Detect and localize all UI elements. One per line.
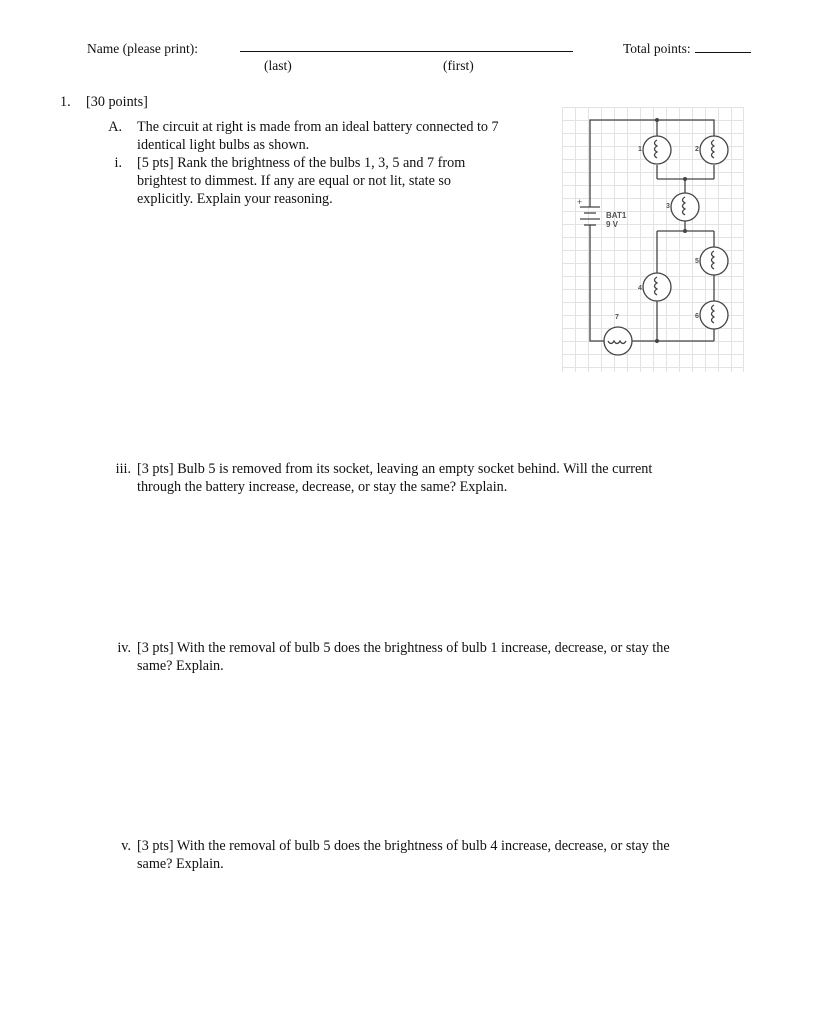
total-points-line[interactable] — [695, 52, 751, 53]
part-i-marker: i. — [114, 155, 122, 171]
part-v-line-2: same? Explain. — [137, 856, 224, 872]
bulb-1-label: 1 — [638, 146, 642, 153]
part-a-marker: A. — [108, 119, 122, 135]
bulb-2 — [700, 136, 728, 164]
bulb-7-label: 7 — [615, 314, 619, 321]
bulb-5-label: 5 — [695, 258, 699, 265]
part-v-marker: v. — [121, 838, 131, 854]
part-v-line-1: [3 pts] With the removal of bulb 5 does the brightness of bulb 4 increase, decrease, or stay the — [137, 838, 670, 854]
bulb-3 — [671, 193, 699, 221]
battery-voltage: 9 V — [606, 220, 619, 229]
battery-name: BAT1 — [606, 211, 627, 220]
name-label: Name (please print): — [87, 41, 198, 56]
part-i-line-3: explicitly. Explain your reasoning. — [137, 191, 333, 207]
bulb-4-label: 4 — [638, 285, 642, 292]
part-iv-marker: iv. — [117, 640, 131, 656]
part-a-line-1: The circuit at right is made from an ideal battery connected to 7 — [137, 119, 499, 135]
last-name-label: (last) — [264, 58, 292, 73]
battery-plus: + — [577, 197, 583, 207]
part-i-line-2: brightest to dimmest. If any are equal or not lit, state so — [137, 173, 452, 189]
bulb-3-label: 3 — [666, 203, 670, 210]
first-name-label: (first) — [443, 58, 474, 73]
circuit-diagram — [562, 107, 744, 372]
bulb-7 — [604, 327, 632, 355]
part-iii-line-2: through the battery increase, decrease, or stay the same? Explain. — [137, 479, 508, 495]
total-points-label: Total points: — [623, 41, 691, 56]
bulb-6 — [700, 301, 728, 329]
bulb-4 — [643, 273, 671, 301]
part-iv-line-2: same? Explain. — [137, 658, 224, 674]
part-a-line-2: identical light bulbs as shown. — [137, 137, 310, 153]
name-field-line[interactable] — [240, 51, 573, 52]
bulb-6-label: 6 — [695, 313, 699, 320]
battery-symbol — [580, 207, 600, 225]
part-i-line-1: [5 pts] Rank the brightness of the bulbs 1, 3, 5 and 7 from — [137, 155, 466, 171]
bulb-2-label: 2 — [695, 146, 699, 153]
question-points: [30 points] — [86, 94, 148, 110]
part-iv-line-1: [3 pts] With the removal of bulb 5 does the brightness of bulb 1 increase, decrease, or stay the — [137, 640, 670, 656]
bulb-5 — [700, 247, 728, 275]
part-iii-line-1: [3 pts] Bulb 5 is removed from its socket, leaving an empty socket behind. Will the current — [137, 461, 653, 477]
question-number: 1. — [60, 94, 71, 110]
part-iii-marker: iii. — [115, 461, 131, 477]
bulb-1 — [643, 136, 671, 164]
